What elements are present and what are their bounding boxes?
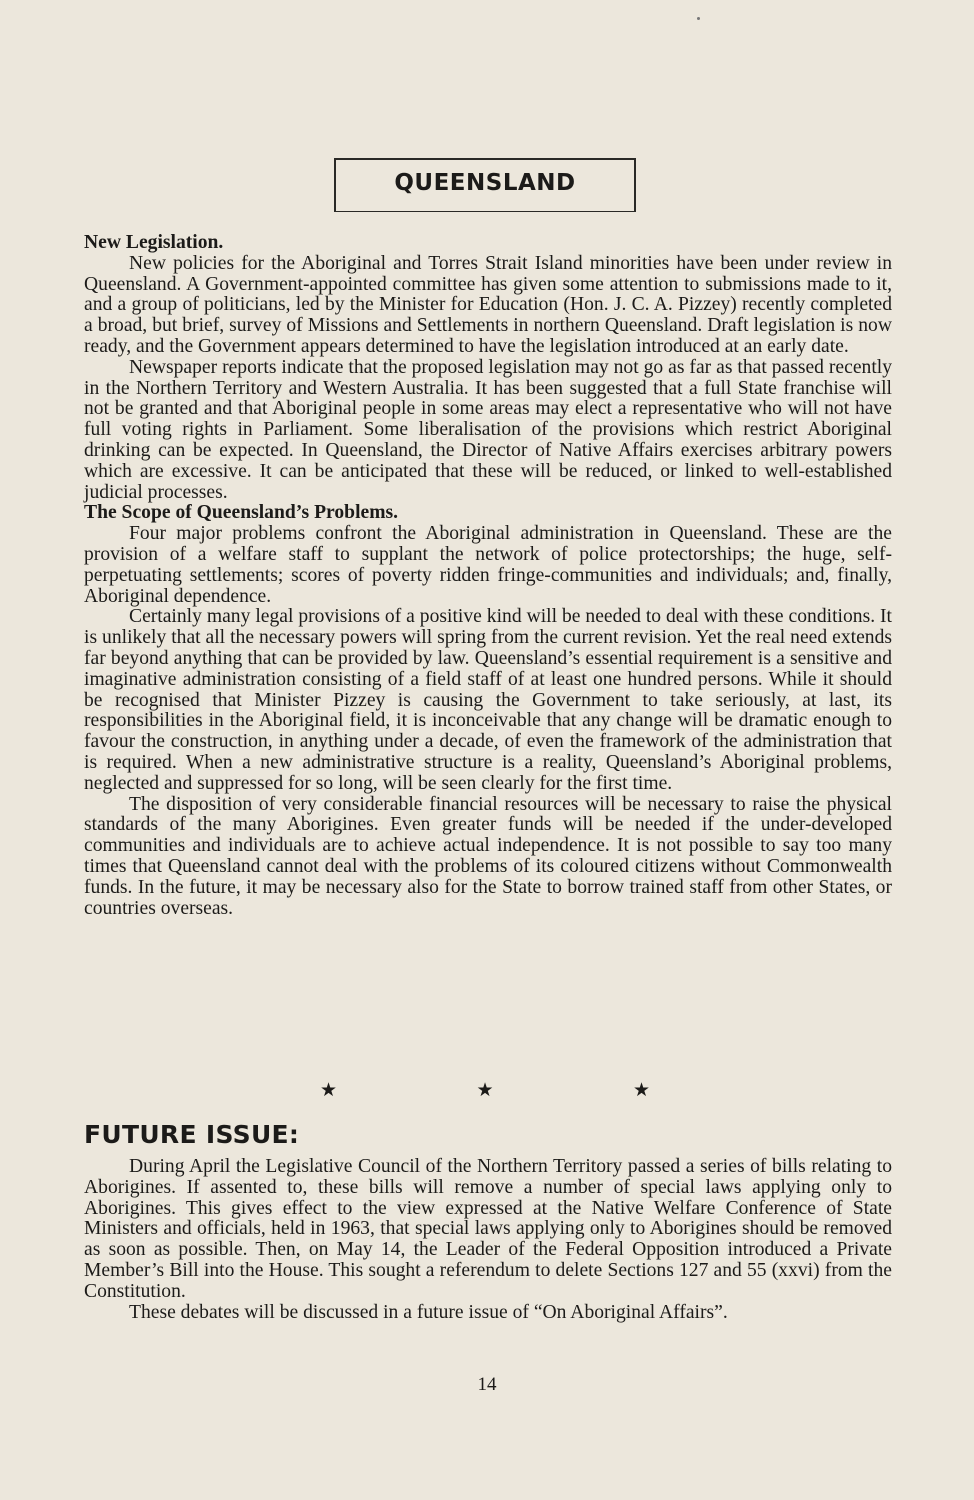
paragraph: During April the Legislative Council of the Northern Territory passed a series of bills relating to Aborigines. If assented to, these bills will remove a number of special laws applying only to Aborigines. This gives effect to the view expressed at the Native Welfare Conference of State Ministers and officials, held in 1963, that special laws applying only to Aborigines should be removed as soon as possible. Then, on May 14, the Leader of the Federal Opposition introduced a Private Member’s Bill into the House. This sought a referendum to delete Sections 127 and 55 (xxvi) from the Constitution. <box>84 1156 892 1302</box>
paragraph: New policies for the Aboriginal and Torres Strait Island minorities have been under review in Queensland. A Government-appointed committee has given some attention to submissions made to it, and a group of politicians, led by the Minister for Education (Hon. J. C. A. Pizzey) recently completed a broad, but brief, survey of Missions and Settlements in northern Queensland. Draft legislation is now ready, and the Government appears determined to have the legislation introduced at an early date. <box>84 252 892 357</box>
star-icon: ★ <box>320 1079 338 1101</box>
main-text-column <box>84 233 892 919</box>
star-icon: ★ <box>476 1079 494 1101</box>
page-number: 14 <box>477 1374 497 1395</box>
paragraph: Four major problems confront the Aboriginal administration in Queensland. These are the provision of a welfare staff to supplant the network of police protectorships; the huge, self-perpetuating settlements; scores of poverty ridden fringe-communities and individuals; and, finally, Aboriginal dependence. <box>84 523 892 607</box>
star-separator <box>320 1079 650 1101</box>
star-icon: ★ <box>632 1079 650 1101</box>
future-issue-text-column <box>84 1157 892 1323</box>
print-speck <box>697 17 700 20</box>
paragraph: Newspaper reports indicate that the proposed legislation may not go as far as that passed recently in the Northern Territory and Western Australia. It has been suggested that a full State franchise will not be granted and that Aboriginal people in some areas may elect a representative who will not have full voting rights in Parliament. Some liberalisation of the provisions which restrict Aboriginal drinking can be expected. In Queensland, the Director of Native Affairs exercises arbitrary powers which are excessive. It can be anticipated that these will be reduced, or linked to well-established judicial processes. <box>84 356 892 503</box>
subheading-new-legislation: New Legislation. <box>84 232 224 253</box>
section-heading: QUEENSLAND <box>394 170 576 196</box>
paragraph: The disposition of very considerable financial resources will be necessary to raise the physical standards of the many Aborigines. Even greater funds will be needed if the under-developed communities and individuals are to achieve actual independence. It is not possible to say too many times that Queensland cannot deal with the problems of its coloured citizens without Commonwealth funds. In the future, it may be necessary also for the State to borrow trained staff from other States, or countries overseas. <box>84 793 892 919</box>
paragraph: Certainly many legal provisions of a positive kind will be needed to deal with these conditions. It is unlikely that all the necessary powers will spring from the current revision. Yet the real need extends far beyond anything that can be provided by law. Queensland’s essential requirement is a sensitive and imaginative administration consisting of a field staff of at least one hundred persons. While it should be recognised that Minister Pizzey is causing the Government to take seriously, at last, its responsibilities in the Aboriginal field, it is inconceivable that any change will be dramatic enough to favour the construction, in anything under a decade, of even the framework of the administration that is required. When a new administrative structure is a reality, Queensland’s Aboriginal problems, neglected and suppressed for so long, will be seen clearly for the first time. <box>84 606 892 794</box>
section-heading-box <box>334 158 636 212</box>
paragraph: These debates will be discussed in a future issue of “On Aboriginal Affairs”. <box>129 1301 728 1323</box>
future-issue-heading: FUTURE ISSUE: <box>84 1120 300 1149</box>
subheading-scope: The Scope of Queensland’s Problems. <box>84 502 399 524</box>
